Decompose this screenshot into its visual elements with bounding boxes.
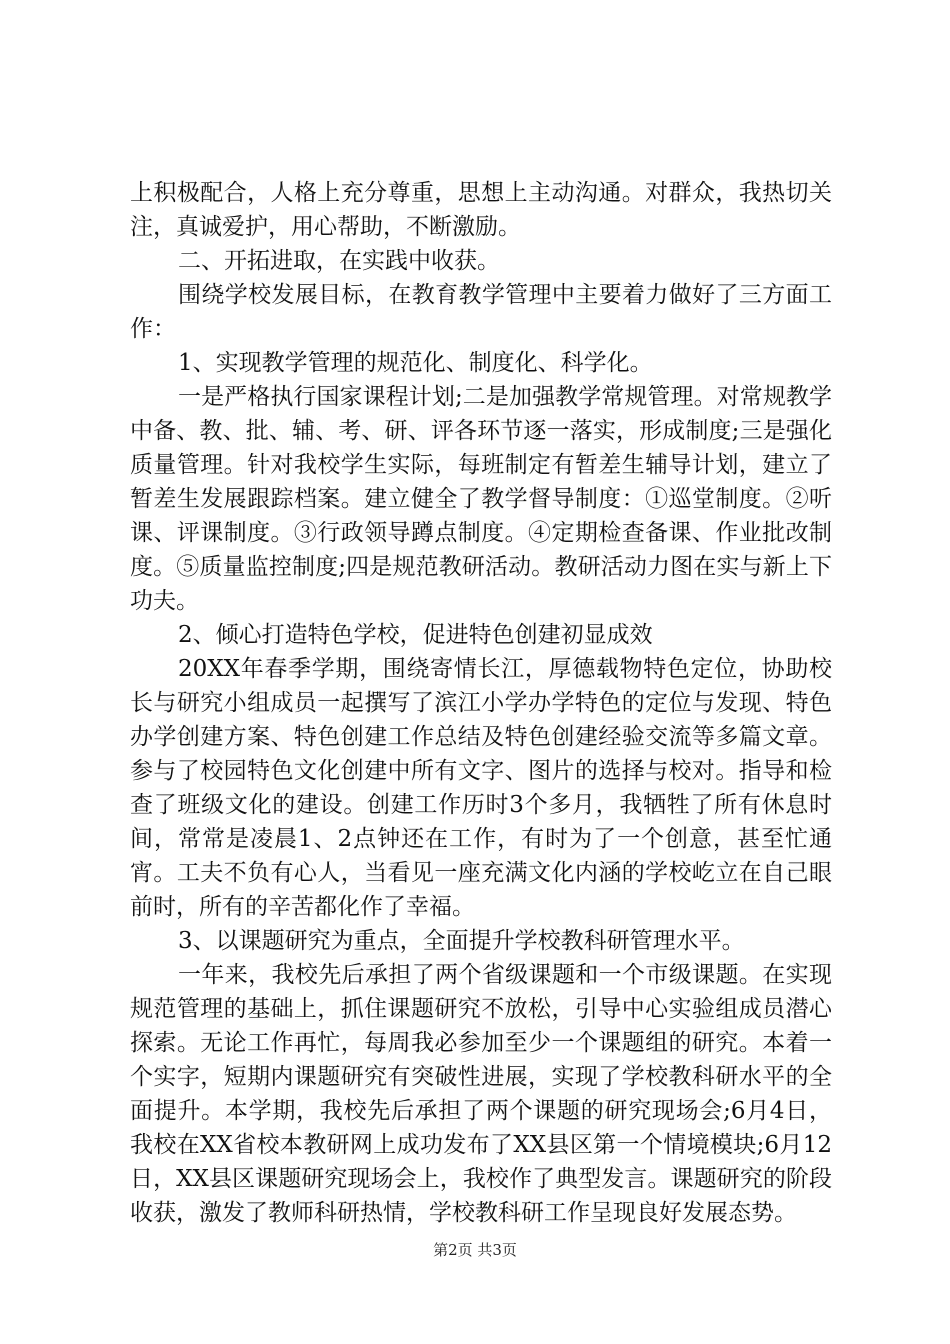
subheading-3: 3、以课题研究为重点，全面提升学校教科研管理水平。 xyxy=(178,928,745,954)
section-heading-2: 二、开拓进取，在实践中收获。 xyxy=(178,248,500,274)
subheading-2: 2、倾心打造特色学校，促进特色创建初显成效 xyxy=(178,622,653,648)
paragraph-featured-school: 20XX年春季学期，围绕寄情长江，厚德载物特色定位，协助校长与研究小组成员一起撰写了滨江小学办学特色的定位与发现、特色办学创建方案、特色创建工作总结及特色创建经验交流等多篇文章。参与了校园特色文化创建中所有文字、图片的选择与校对。指导和检查了班级文化的建设。创建工作历时3个多月，我牺牲了所有休息时间，常常是凌晨1、2点钟还在工作，有时为了一个创意，甚至忙通宵。工夫不负有心人，当看见一座充满文化内涵的学校屹立在自己眼前时，所有的辛苦都化作了幸福。 xyxy=(130,656,832,920)
paragraph-research: 一年来，我校先后承担了两个省级课题和一个市级课题。在实现规范管理的基础上，抓住课题研究不放松，引导中心实验组成员潜心探索。无论工作再忙，每周我必参加至少一个课题组的研究。本着一个实字，短期内课题研究有突破性进展，实现了学校教科研水平的全面提升。本学期，我校先后承担了两个课题的研究现场会;6月4日，我校在XX省校本教研网上成功发布了XX县区第一个情境模块;6月12日，XX县区课题研究现场会上，我校作了典型发言。课题研究的阶段收获，激发了教师科研热情，学校教科研工作呈现良好发展态势。 xyxy=(130,962,832,1226)
document-body xyxy=(130,176,832,1230)
paragraph-intro: 围绕学校发展目标，在教育教学管理中主要着力做好了三方面工作： xyxy=(130,282,832,342)
paragraph-management: 一是严格执行国家课程计划;二是加强教学常规管理。对常规教学中备、教、批、辅、考、研、评各环节逐一落实，形成制度;三是强化质量管理。针对我校学生实际，每班制定有暂差生辅导计划，建立了暂差生发展跟踪档案。建立健全了教学督导制度：①巡堂制度。②听课、评课制度。③行政领导蹲点制度。④定期检查备课、作业批改制度。⑤质量监控制度;四是规范教研活动。教研活动力图在实与新上下功夫。 xyxy=(130,384,832,614)
page-number-footer: 第2页 共3页 xyxy=(433,1241,517,1259)
paragraph-1: 上积极配合，人格上充分尊重，思想上主动沟通。对群众，我热切关注，真诚爱护，用心帮助，不断激励。 xyxy=(130,180,832,240)
subheading-1: 1、实现教学管理的规范化、制度化、科学化。 xyxy=(178,350,653,376)
